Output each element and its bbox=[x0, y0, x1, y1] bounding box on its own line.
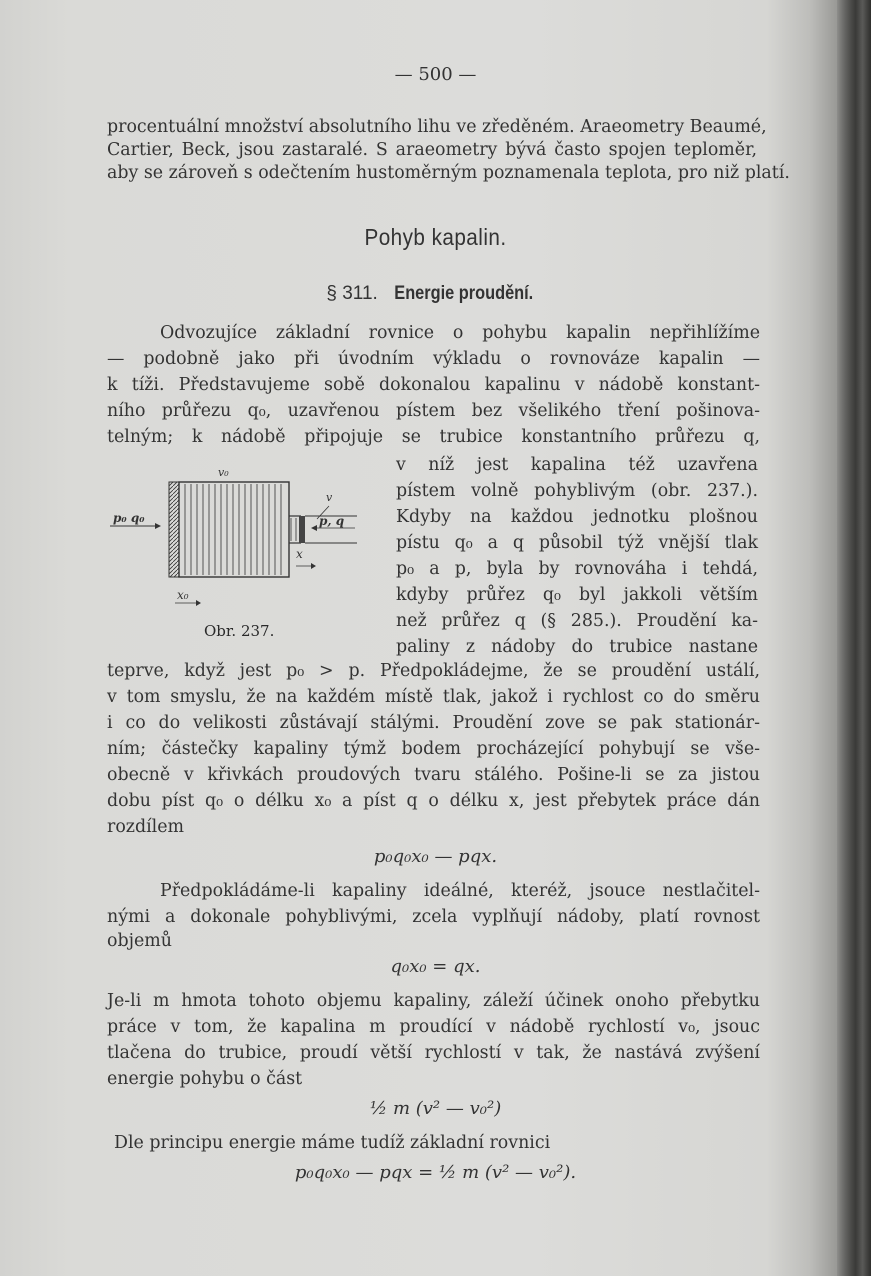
side-line: kdyby průřez q₀ byl jakkoli větším bbox=[396, 585, 758, 605]
label-v0: v₀ bbox=[218, 466, 229, 479]
paragraph-line: ním; částečky kapaliny týmž bodem procházející pohybují se vše- bbox=[107, 739, 760, 759]
paragraph-line: Je-li m hmota tohoto objemu kapaliny, záleží účinek onoho přebytku bbox=[107, 991, 760, 1011]
paragraph-line: Odvozujíce základní rovnice o pohybu kapalin nepřihlížíme bbox=[160, 323, 760, 343]
arrow-head-p bbox=[311, 525, 317, 531]
side-line: Kdyby na každou jednotku plošnou bbox=[396, 507, 758, 527]
formula-work-excess: p₀q₀x₀ — pqx. bbox=[373, 846, 498, 867]
side-line: paliny z nádoby do trubice nastane bbox=[396, 637, 758, 657]
arrow-head-p0 bbox=[155, 523, 161, 529]
paragraph-line: práce v tom, že kapalina m proudící v nádobě rychlostí v₀, jsouc bbox=[107, 1017, 760, 1037]
piston-q bbox=[299, 516, 305, 543]
formula-energy-equation: p₀q₀x₀ — pqx = ½ m (v² — v₀²). bbox=[294, 1162, 577, 1183]
section-number: § 311. bbox=[326, 283, 378, 304]
label-p-q: p, q bbox=[319, 514, 345, 528]
side-line: pístu q₀ a q působil týž vnější tlak bbox=[396, 533, 758, 553]
paragraph-line: obecně v křivkách proudových tvaru stálého. Pošine-li se za jistou bbox=[107, 765, 760, 785]
label-x: x bbox=[296, 547, 303, 561]
label-x0: x₀ bbox=[177, 588, 189, 602]
arrow-head-x bbox=[311, 563, 316, 569]
figure-237-diagram bbox=[105, 462, 380, 642]
intro-line: aby se zároveň s odečtením hustoměrným poznamenala teplota, pro niž platí. bbox=[107, 163, 790, 183]
side-line: než průřez q (§ 285.). Proudění ka- bbox=[396, 611, 758, 631]
paragraph-line: — podobně jako při úvodním výkladu o rovnováze kapalin — bbox=[107, 349, 760, 369]
arrow-head-x0 bbox=[196, 600, 201, 606]
paragraph-line: Dle principu energie máme tudíž základní rovnici bbox=[114, 1133, 551, 1153]
chapter-title: Pohyb kapalin. bbox=[364, 224, 507, 250]
paragraph-line: dobu píst q₀ o délku x₀ a píst q o délku x, jest přebytek práce dán bbox=[107, 791, 760, 811]
paragraph-line: Předpokládáme-li kapaliny ideálné, kteréž, jsouce nestlačitel- bbox=[160, 881, 760, 901]
paragraph-line: ního průřezu q₀, uzavřenou pístem bez všelikého tření pošinova- bbox=[107, 401, 760, 421]
page-number: — 500 — bbox=[394, 64, 477, 85]
paragraph-line: objemů bbox=[107, 931, 172, 951]
vessel-outline bbox=[179, 482, 289, 577]
paragraph-line: v tom smyslu, že na každém místě tlak, jakož i rychlost co do směru bbox=[107, 687, 760, 707]
paragraph-line: k tíži. Představujeme sobě dokonalou kapalinu v nádobě konstant- bbox=[107, 375, 760, 395]
section-title: Energie proudění. bbox=[394, 283, 534, 304]
side-line: v níž jest kapalina též uzavřena bbox=[396, 455, 758, 475]
intro-line: Cartier, Beck, jsou zastaralé. S araeometry bývá často spojen teploměr, bbox=[107, 140, 757, 160]
formula-kinetic-energy: ½ m (v² — v₀²) bbox=[369, 1098, 502, 1119]
paragraph-line: i co do velikosti zůstávají stálými. Proudění zove se pak stationár- bbox=[107, 713, 760, 733]
paragraph-line: nými a dokonale pohyblivými, zcela vyplňují nádoby, platí rovnost bbox=[107, 907, 760, 927]
piston-q0 bbox=[169, 482, 179, 577]
side-line: p₀ a p, byla by rovnováha i tehdá, bbox=[396, 559, 758, 579]
formula-volume-equality: q₀x₀ = qx. bbox=[390, 956, 481, 977]
label-p0-q0: p₀ q₀ bbox=[113, 511, 145, 525]
book-spine-shadow bbox=[837, 0, 871, 1276]
figure-caption: Obr. 237. bbox=[204, 622, 275, 640]
liquid-lines bbox=[185, 484, 296, 575]
paragraph-line: telným; k nádobě připojuje se trubice konstantního průřezu q, bbox=[107, 427, 760, 447]
paragraph-line: rozdílem bbox=[107, 817, 184, 837]
section-heading bbox=[0, 283, 871, 305]
intro-line: procentuální množství absolutního lihu ve zředěném. Araeometry Beaumé, bbox=[107, 117, 767, 137]
paragraph-line: teprve, když jest p₀ > p. Předpokládejme, že se proudění ustálí, bbox=[107, 661, 760, 681]
paragraph-line: tlačena do trubice, proudí větší rychlostí v tak, že nastává zvýšení bbox=[107, 1043, 760, 1063]
label-v: v bbox=[326, 491, 333, 504]
paragraph-line: energie pohybu o část bbox=[107, 1069, 303, 1089]
side-line: pístem volně pohyblivým (obr. 237.). bbox=[396, 481, 758, 501]
